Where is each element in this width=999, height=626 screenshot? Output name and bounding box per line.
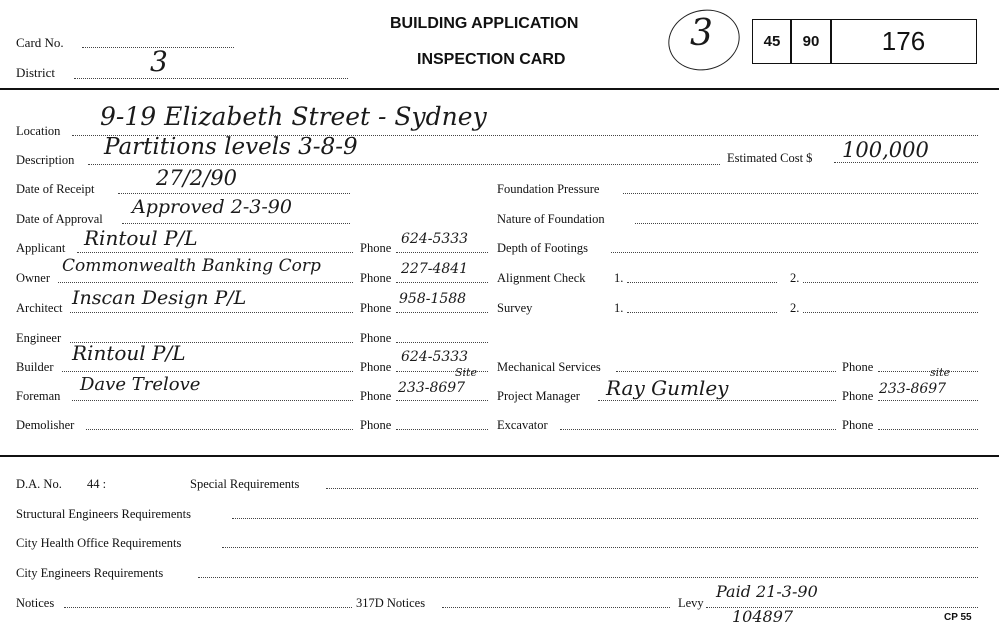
district-label: District — [16, 65, 55, 80]
project-manager-value: Ray Gumley — [606, 376, 729, 400]
box-90-value: 90 — [802, 33, 820, 50]
engineer-phone-field[interactable] — [396, 342, 488, 343]
description-field[interactable] — [88, 164, 720, 165]
owner-field[interactable] — [58, 282, 353, 283]
alignment-check-label: Alignment Check — [497, 271, 586, 285]
applicant-phone-label: Phone — [360, 241, 392, 255]
alignment-item-1: 1. — [614, 271, 624, 285]
mechanical-phone-field[interactable] — [878, 371, 978, 372]
special-requirements-label: Special Requirements — [190, 477, 300, 491]
city-engineers-field[interactable] — [198, 577, 978, 578]
architect-value: Inscan Design P/L — [72, 287, 247, 309]
owner-phone-field[interactable] — [396, 282, 488, 283]
box-90 — [790, 19, 832, 64]
special-requirements-field[interactable] — [326, 488, 978, 489]
architect-phone-label: Phone — [360, 301, 392, 315]
header-divider — [0, 88, 999, 90]
excavator-field[interactable] — [560, 429, 836, 430]
depth-footings-field[interactable] — [611, 252, 978, 253]
estimated-cost-field[interactable] — [834, 162, 978, 163]
foreman-label: Foreman — [16, 389, 61, 403]
project-manager-field[interactable] — [598, 400, 836, 401]
owner-phone-label: Phone — [360, 271, 392, 285]
applicant-value: Rintoul P/L — [84, 226, 198, 250]
project-manager-label: Project Manager — [497, 389, 580, 403]
form-code: CP 55 — [944, 612, 972, 623]
date-approval-value: Approved 2-3-90 — [132, 196, 292, 218]
engineer-label: Engineer — [16, 331, 62, 345]
nature-foundation-field[interactable] — [635, 223, 978, 224]
builder-label: Builder — [16, 360, 54, 374]
survey-field-1[interactable] — [627, 312, 777, 313]
structural-requirements-label: Structural Engineers Requirements — [16, 507, 191, 521]
architect-phone-field[interactable] — [396, 312, 488, 313]
date-receipt-field[interactable] — [118, 193, 350, 194]
date-receipt-label: Date of Receipt — [16, 182, 95, 196]
health-requirements-label: City Health Office Requirements — [16, 536, 182, 550]
alignment-field-2[interactable] — [803, 282, 978, 283]
nature-foundation-label: Nature of Foundation — [497, 212, 605, 226]
foreman-phone-label: Phone — [360, 389, 392, 403]
foundation-pressure-field[interactable] — [623, 193, 978, 194]
architect-label: Architect — [16, 301, 63, 315]
foundation-pressure-label: Foundation Pressure — [497, 182, 600, 196]
location-value: 9-19 Elizabeth Street - Sydney — [100, 102, 487, 131]
survey-item-2: 2. — [790, 301, 800, 315]
foreman-phone-field[interactable] — [396, 400, 488, 401]
form-title-line2: INSPECTION CARD — [417, 51, 566, 68]
alignment-item-2: 2. — [790, 271, 800, 285]
depth-footings-label: Depth of Footings — [497, 241, 588, 255]
levy-note: 104897 — [732, 607, 794, 626]
health-requirements-field[interactable] — [222, 547, 978, 548]
engineer-phone-label: Phone — [360, 331, 392, 345]
pm-phone-value: 233-8697 — [879, 381, 947, 397]
foreman-field[interactable] — [72, 400, 353, 401]
demolisher-phone-label: Phone — [360, 418, 392, 432]
city-engineers-label: City Engineers Requirements — [16, 566, 164, 580]
da-no-label: D.A. No. — [16, 477, 62, 491]
excavator-label: Excavator — [497, 418, 548, 432]
mechanical-services-label: Mechanical Services — [497, 360, 601, 374]
excavator-phone-field[interactable] — [878, 429, 978, 430]
location-label: Location — [16, 124, 61, 138]
mechanical-services-field[interactable] — [616, 371, 836, 372]
excavator-phone-label: Phone — [842, 418, 874, 432]
foreman-value: Dave Trelove — [80, 374, 201, 395]
mechanical-phone-label: Phone — [842, 360, 874, 374]
levy-value: Paid 21-3-90 — [716, 582, 818, 601]
builder-phone-value: 624-5333 — [401, 349, 469, 365]
structural-requirements-field[interactable] — [232, 518, 978, 519]
foreman-phone-value: 233-8697 — [398, 380, 466, 396]
applicant-phone-value: 624-5333 — [401, 231, 469, 247]
owner-phone-value: 227-4841 — [401, 261, 469, 277]
description-value: Partitions levels 3-8-9 — [104, 134, 358, 160]
estimated-cost-value: 100,000 — [842, 138, 929, 162]
requirements-divider — [0, 455, 999, 457]
builder-value: Rintoul P/L — [72, 341, 186, 365]
alignment-field-1[interactable] — [627, 282, 777, 283]
pm-phone-field[interactable] — [878, 400, 978, 401]
card-no-label: Card No. — [16, 35, 64, 50]
demolisher-label: Demolisher — [16, 418, 75, 432]
pm-phone-label: Phone — [842, 389, 874, 403]
district-value: 3 — [150, 45, 168, 78]
circled-number: 3 — [690, 13, 713, 54]
notices-317d-field[interactable] — [442, 607, 670, 608]
date-approval-label: Date of Approval — [16, 212, 103, 226]
architect-phone-value: 958-1588 — [399, 291, 467, 307]
demolisher-phone-field[interactable] — [396, 429, 488, 430]
levy-label: Levy — [678, 596, 704, 610]
builder-phone-label: Phone — [360, 360, 392, 374]
estimated-cost-label: Estimated Cost $ — [727, 151, 813, 165]
box-176-value: 176 — [881, 26, 926, 56]
form-title-line1: BUILDING APPLICATION — [390, 15, 579, 32]
notices-field[interactable] — [64, 607, 352, 608]
demolisher-field[interactable] — [86, 429, 353, 430]
district-field[interactable] — [74, 78, 348, 79]
pm-phone-note: site — [930, 366, 951, 379]
foreman-phone-note: Site — [455, 366, 477, 379]
applicant-field[interactable] — [77, 252, 353, 253]
da-no-value: 44 : — [87, 477, 107, 491]
date-receipt-value: 27/2/90 — [156, 166, 237, 190]
architect-field[interactable] — [70, 312, 353, 313]
applicant-label: Applicant — [16, 241, 66, 255]
notices-317d-label: 317D Notices — [356, 596, 426, 610]
description-label: Description — [16, 153, 75, 167]
survey-item-1: 1. — [614, 301, 624, 315]
owner-label: Owner — [16, 271, 51, 285]
date-approval-field[interactable] — [122, 223, 350, 224]
survey-label: Survey — [497, 301, 533, 315]
box-176 — [830, 19, 977, 64]
notices-label: Notices — [16, 596, 55, 610]
builder-field[interactable] — [62, 371, 353, 372]
box-45 — [752, 19, 792, 64]
owner-value: Commonwealth Banking Corp — [62, 256, 321, 276]
survey-field-2[interactable] — [803, 312, 978, 313]
box-45-value: 45 — [763, 33, 781, 50]
applicant-phone-field[interactable] — [396, 252, 488, 253]
